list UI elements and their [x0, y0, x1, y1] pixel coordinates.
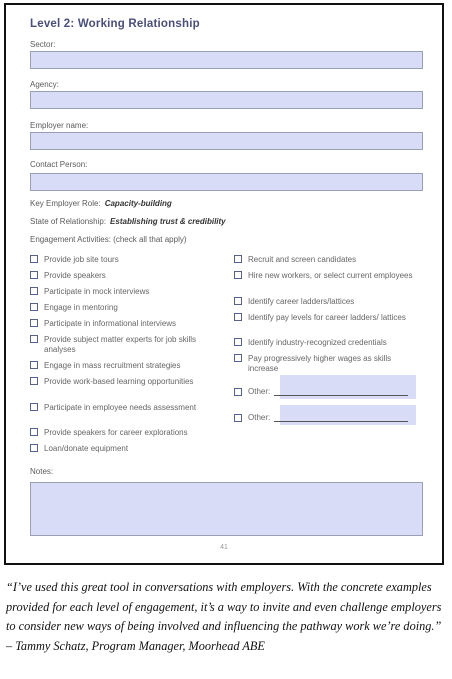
checkbox[interactable] [30, 287, 38, 295]
checklist-item[interactable] [30, 303, 220, 313]
checklist-item[interactable] [30, 319, 220, 329]
sector-field[interactable] [30, 51, 423, 69]
checkbox[interactable] [234, 313, 242, 321]
other-underline [274, 387, 408, 396]
checklist-item-label: Provide speakers [44, 271, 106, 280]
key-employer-role [30, 199, 172, 208]
checklist-item[interactable] [30, 335, 220, 355]
checklist-item[interactable] [234, 354, 422, 374]
form-page [4, 3, 444, 565]
checkbox[interactable] [234, 338, 242, 346]
sector-label: Sector: [30, 40, 56, 49]
checkbox[interactable] [30, 444, 38, 452]
form-title: Level 2: Working Relationship [30, 18, 200, 30]
role-value: Capacity-building [104, 199, 172, 208]
checklist-item-label: Participate in employee needs assessment [44, 403, 197, 412]
checklist-item-label: Provide work-based learning opportunities [44, 377, 194, 386]
checklist-item[interactable] [234, 271, 422, 281]
checkbox[interactable] [234, 354, 242, 362]
checklist-item[interactable] [30, 287, 220, 297]
checkbox[interactable] [234, 297, 242, 305]
checklist-item-label: Identify career ladders/lattices [248, 297, 355, 306]
checklist-item-label: Engage in mentoring [44, 303, 118, 312]
checkbox[interactable] [30, 319, 38, 327]
testimonial-quote: “I’ve used this great tool in conversations with employers. With the concrete examples provided for each level of engagement, it’s a way to invite and even challenge employers to consider new ways of being involved and influencing the pathway work we’re doing.” – Tammy Schatz, Program Manager, Moorhead ABE [6, 580, 442, 653]
state-value: Establishing trust & credibility [110, 217, 226, 226]
checklist-item[interactable] [30, 361, 220, 371]
checklist-item-label: Recruit and screen candidates [248, 255, 357, 264]
checkbox[interactable] [30, 428, 38, 436]
checkbox[interactable] [30, 377, 38, 385]
checkbox[interactable] [234, 388, 242, 396]
contact-person-field[interactable] [30, 173, 423, 191]
checklist-item[interactable] [234, 313, 422, 323]
employer-name-field[interactable] [30, 132, 423, 150]
checkbox[interactable] [234, 271, 242, 279]
other-option-1[interactable] [234, 387, 408, 396]
checklist-item[interactable] [30, 428, 220, 438]
checkbox[interactable] [30, 255, 38, 263]
checkbox[interactable] [30, 335, 38, 343]
employer-name-label: Employer name: [30, 121, 89, 130]
checklist-item-label: Identify pay levels for career ladders/ lattices [248, 313, 406, 322]
role-label: Key Employer Role: [30, 199, 101, 208]
page-number: 41 [220, 544, 228, 551]
checklist-item-label: Provide speakers for career explorations [44, 428, 188, 437]
checklist-item-label: Hire new workers, or select current employees [248, 271, 413, 280]
checklist-item[interactable] [234, 338, 422, 348]
checkbox[interactable] [30, 303, 38, 311]
checkbox[interactable] [30, 271, 38, 279]
state-label: State of Relationship: [30, 217, 107, 226]
notes-field[interactable] [30, 482, 423, 536]
other-underline [274, 413, 408, 422]
checklist-item-label: Identify industry-recognized credentials [248, 338, 387, 347]
checklist-item-label: Loan/donate equipment [44, 444, 129, 453]
checklist-item[interactable] [234, 297, 422, 307]
agency-label: Agency: [30, 80, 59, 89]
checklist-item-label: Provide subject matter experts for job skills analyses [44, 335, 197, 354]
checklist-item-label: Pay progressively higher wages as skills increase [248, 354, 392, 373]
state-of-relationship [30, 217, 226, 226]
checklist-item-label: Participate in mock interviews [44, 287, 150, 296]
other-label: Other: [248, 413, 271, 422]
checklist-item[interactable] [30, 444, 220, 454]
other-label: Other: [248, 387, 271, 396]
checkbox[interactable] [234, 255, 242, 263]
checkbox[interactable] [234, 414, 242, 422]
other-option-2[interactable] [234, 413, 408, 422]
notes-label: Notes: [30, 467, 54, 476]
engagement-activities-label: Engagement Activities: (check all that apply) [30, 235, 187, 244]
checkbox[interactable] [30, 403, 38, 411]
checklist-item[interactable] [234, 255, 422, 265]
checklist-item[interactable] [30, 271, 220, 281]
checklist-item-label: Engage in mass recruitment strategies [44, 361, 181, 370]
checklist-item[interactable] [30, 403, 220, 413]
checkbox[interactable] [30, 361, 38, 369]
checklist-item-label: Participate in informational interviews [44, 319, 177, 328]
checklist-item-label: Provide job site tours [44, 255, 119, 264]
checklist-item[interactable] [30, 255, 220, 265]
agency-field[interactable] [30, 91, 423, 109]
checklist-item[interactable] [30, 377, 220, 387]
contact-person-label: Contact Person: [30, 160, 88, 169]
